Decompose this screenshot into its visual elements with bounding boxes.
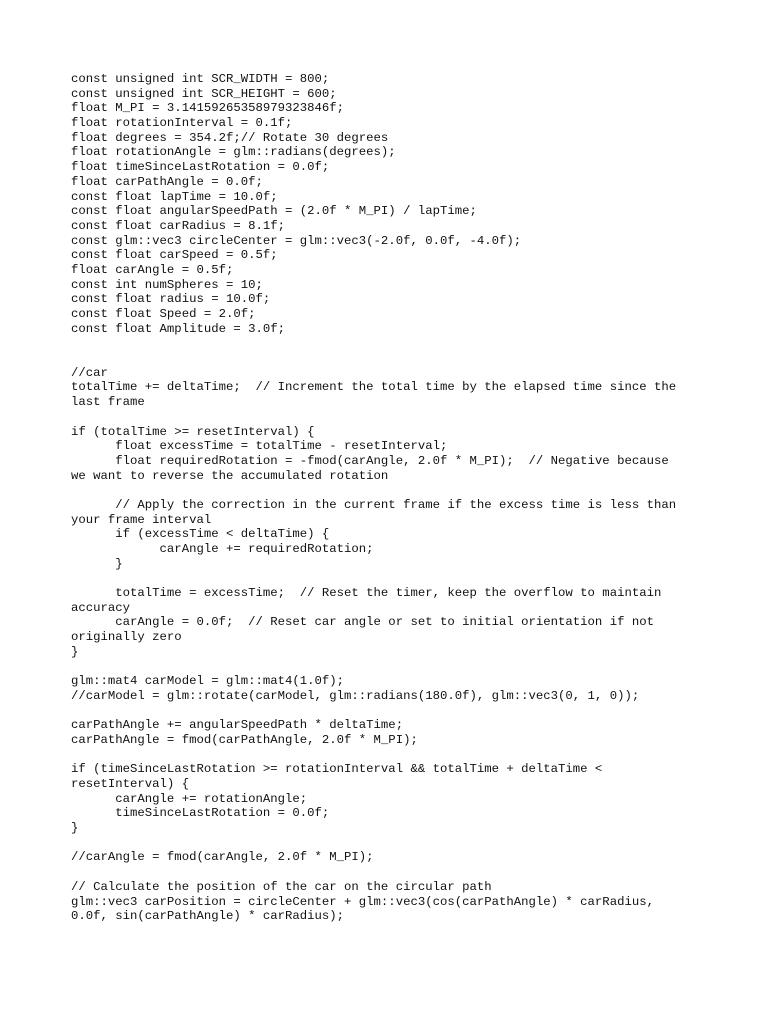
- code-line: [71, 748, 701, 763]
- code-line: carPathAngle += angularSpeedPath * deltaTime;: [71, 718, 404, 733]
- code-line: float timeSinceLastRotation = 0.0f;: [71, 160, 330, 175]
- code-line: glm::vec3 carPosition = circleCenter + glm::vec3(cos(carPathAngle) * carRadius,: [71, 894, 654, 909]
- code-line: const unsigned int SCR_WIDTH = 800;: [71, 72, 330, 86]
- code-line: glm::mat4 carModel = glm::mat4(1.0f);: [71, 674, 345, 689]
- code-line: float M_PI = 3.14159265358979323846f;: [71, 101, 345, 116]
- code-line: }: [71, 821, 79, 836]
- code-line: // Apply the correction in the current frame if the excess time is less than: [71, 497, 677, 512]
- code-line: your frame interval: [71, 512, 212, 527]
- code-line: carAngle += requiredRotation;: [71, 542, 374, 556]
- code-line: const float Amplitude = 3.0f;: [71, 321, 286, 336]
- code-line: // Calculate the position of the car on the circular path: [71, 879, 492, 894]
- code-line: const float radius = 10.0f;: [71, 292, 271, 307]
- code-line: 0.0f, sin(carPathAngle) * carRadius);: [71, 909, 345, 924]
- code-line: }: [71, 556, 123, 571]
- code-line: resetInterval) {: [71, 777, 190, 791]
- code-line: [71, 336, 701, 351]
- code-line: [71, 660, 701, 675]
- code-line: float rotationAngle = glm::radians(degrees);: [71, 145, 396, 160]
- code-line: last frame: [71, 395, 145, 410]
- code-line: float requiredRotation = -fmod(carAngle, 2.0f * M_PI); // Negative because: [71, 453, 669, 468]
- code-line: const int numSpheres = 10;: [71, 277, 263, 292]
- code-line: [71, 865, 701, 880]
- code-line: float degrees = 354.2f;// Rotate 30 degrees: [71, 130, 389, 145]
- code-line: [71, 704, 701, 719]
- code-line: const float Speed = 2.0f;: [71, 307, 256, 321]
- code-line: [71, 483, 701, 498]
- code-line: float excessTime = totalTime - resetInterval;: [71, 439, 448, 454]
- code-line: totalTime += deltaTime; // Increment the total time by the elapsed time since the: [71, 380, 677, 395]
- code-line: float carPathAngle = 0.0f;: [71, 174, 263, 189]
- code-line: [71, 571, 701, 586]
- code-line: const unsigned int SCR_HEIGHT = 600;: [71, 86, 337, 101]
- code-line: we want to reverse the accumulated rotation: [71, 468, 389, 483]
- code-line: //carModel = glm::rotate(carModel, glm::radians(180.0f), glm::vec3(0, 1, 0));: [71, 688, 640, 703]
- code-line: }: [71, 644, 79, 659]
- code-line: const float lapTime = 10.0f;: [71, 189, 278, 204]
- code-line: //car: [71, 365, 108, 380]
- code-line: [71, 836, 701, 851]
- code-line: carAngle += rotationAngle;: [71, 791, 308, 806]
- code-line: originally zero: [71, 630, 182, 645]
- code-line: if (timeSinceLastRotation >= rotationInterval && totalTime + deltaTime <: [71, 762, 603, 777]
- code-line: const glm::vec3 circleCenter = glm::vec3(-2.0f, 0.0f, -4.0f);: [71, 233, 522, 248]
- code-line: if (excessTime < deltaTime) {: [71, 527, 330, 542]
- code-line: carAngle = 0.0f; // Reset car angle or set to initial orientation if not: [71, 615, 654, 630]
- code-line: if (totalTime >= resetInterval) {: [71, 424, 315, 439]
- code-line: timeSinceLastRotation = 0.0f;: [71, 806, 330, 821]
- code-line: [71, 410, 701, 425]
- code-line: float carAngle = 0.5f;: [71, 262, 234, 277]
- code-line: float rotationInterval = 0.1f;: [71, 116, 293, 131]
- code-line: accuracy: [71, 600, 131, 615]
- code-line: [71, 351, 701, 366]
- code-line: const float angularSpeedPath = (2.0f * M_PI) / lapTime;: [71, 204, 477, 219]
- code-line: carPathAngle = fmod(carPathAngle, 2.0f * M_PI);: [71, 732, 418, 747]
- code-line: const float carSpeed = 0.5f;: [71, 248, 278, 263]
- code-text-block: [71, 72, 701, 924]
- code-line: totalTime = excessTime; // Reset the timer, keep the overflow to maintain: [71, 586, 662, 601]
- code-line: const float carRadius = 8.1f;: [71, 218, 286, 233]
- code-line: //carAngle = fmod(carAngle, 2.0f * M_PI);: [71, 850, 374, 865]
